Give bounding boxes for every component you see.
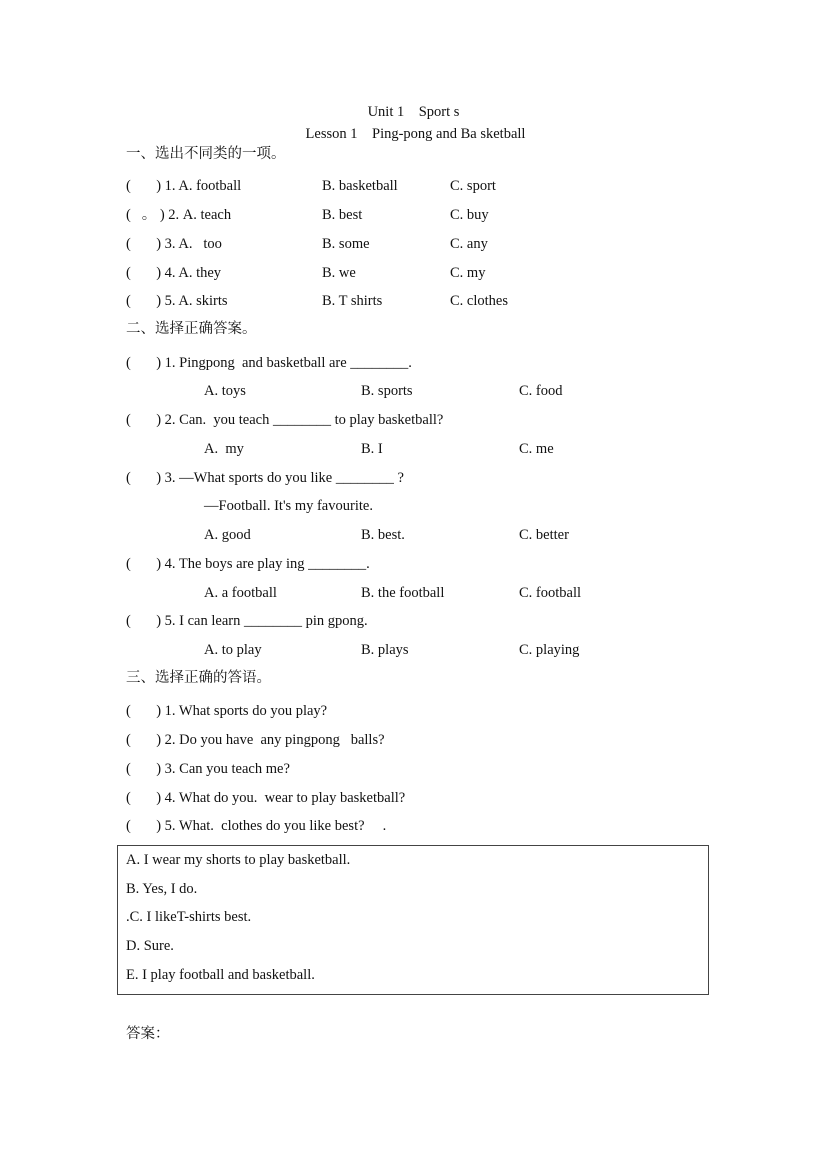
option-a: A. toys <box>204 383 246 399</box>
option-a: A. good <box>204 527 251 543</box>
option-a: A. a football <box>204 585 277 601</box>
option-b: B. sports <box>361 383 413 399</box>
question-stem: ( ) 4. A. they <box>126 265 222 281</box>
question-stem: ( ) 3. —What sports do you like ________ ? <box>126 470 404 486</box>
option-c: C. me <box>519 441 554 457</box>
answer-option: D. Sure. <box>126 938 174 954</box>
answer-options-box <box>117 845 709 995</box>
option-b: B. plays <box>361 642 409 658</box>
option-a: A. to play <box>204 642 262 658</box>
unit-title: Unit 1 Sport s <box>367 104 460 120</box>
section-3-question: ( ) 1. What sports do you play? <box>126 703 328 719</box>
option-c: C. clothes <box>450 293 508 309</box>
lesson-title: Lesson 1 Ping-pong and Ba sketball <box>305 126 526 142</box>
answer-option: .C. I likeT-shirts best. <box>126 909 252 925</box>
question-stem: ( 。 ) 2. A. teach <box>126 207 232 223</box>
option-c: C. playing <box>519 642 580 658</box>
option-a: A. my <box>204 441 244 457</box>
question-stem: ( ) 1. Pingpong and basketball are ________. <box>126 355 412 371</box>
option-c: C. buy <box>450 207 489 223</box>
question-stem: ( ) 4. The boys are play ing ________. <box>126 556 370 572</box>
section-3-question: ( ) 3. Can you teach me? <box>126 761 290 777</box>
section-3-question: ( ) 2. Do you have any pingpong balls? <box>126 732 385 748</box>
option-b: B. we <box>322 265 356 281</box>
section-3-question: ( ) 4. What do you. wear to play basketball? <box>126 790 406 806</box>
question-stem: ( ) 5. I can learn ________ pin gpong. <box>126 613 368 629</box>
question-reply: —Football. It's my favourite. <box>204 498 373 514</box>
option-b: B. basketball <box>322 178 398 194</box>
question-stem: ( ) 2. Can. you teach ________ to play basketball? <box>126 412 444 428</box>
option-c: C. sport <box>450 178 496 194</box>
section-2-title: 二、选择正确答案。 <box>126 321 257 337</box>
option-c: C. any <box>450 236 488 252</box>
answer-label: 答案： <box>126 1026 170 1042</box>
answer-option: E. I play football and basketball. <box>126 967 315 983</box>
option-c: C. my <box>450 265 486 281</box>
option-b: B. T shirts <box>322 293 383 309</box>
question-stem: ( ) 1. A. football <box>126 178 242 194</box>
option-c: C. food <box>519 383 563 399</box>
option-b: B. the football <box>361 585 445 601</box>
answer-option: B. Yes, I do. <box>126 881 198 897</box>
option-b: B. best <box>322 207 363 223</box>
question-stem: ( ) 5. A. skirts <box>126 293 228 309</box>
question-stem: ( ) 3. A. too <box>126 236 222 252</box>
section-3-question: ( ) 5. What. clothes do you like best? . <box>126 818 387 834</box>
option-b: B. I <box>361 441 383 457</box>
option-c: C. football <box>519 585 582 601</box>
option-b: B. some <box>322 236 370 252</box>
option-b: B. best. <box>361 527 405 543</box>
option-c: C. better <box>519 527 569 543</box>
section-1-title: 一、选出不同类的一项。 <box>126 146 286 162</box>
section-3-title: 三、选择正确的答语。 <box>126 670 271 686</box>
answer-option: A. I wear my shorts to play basketball. <box>126 852 351 868</box>
